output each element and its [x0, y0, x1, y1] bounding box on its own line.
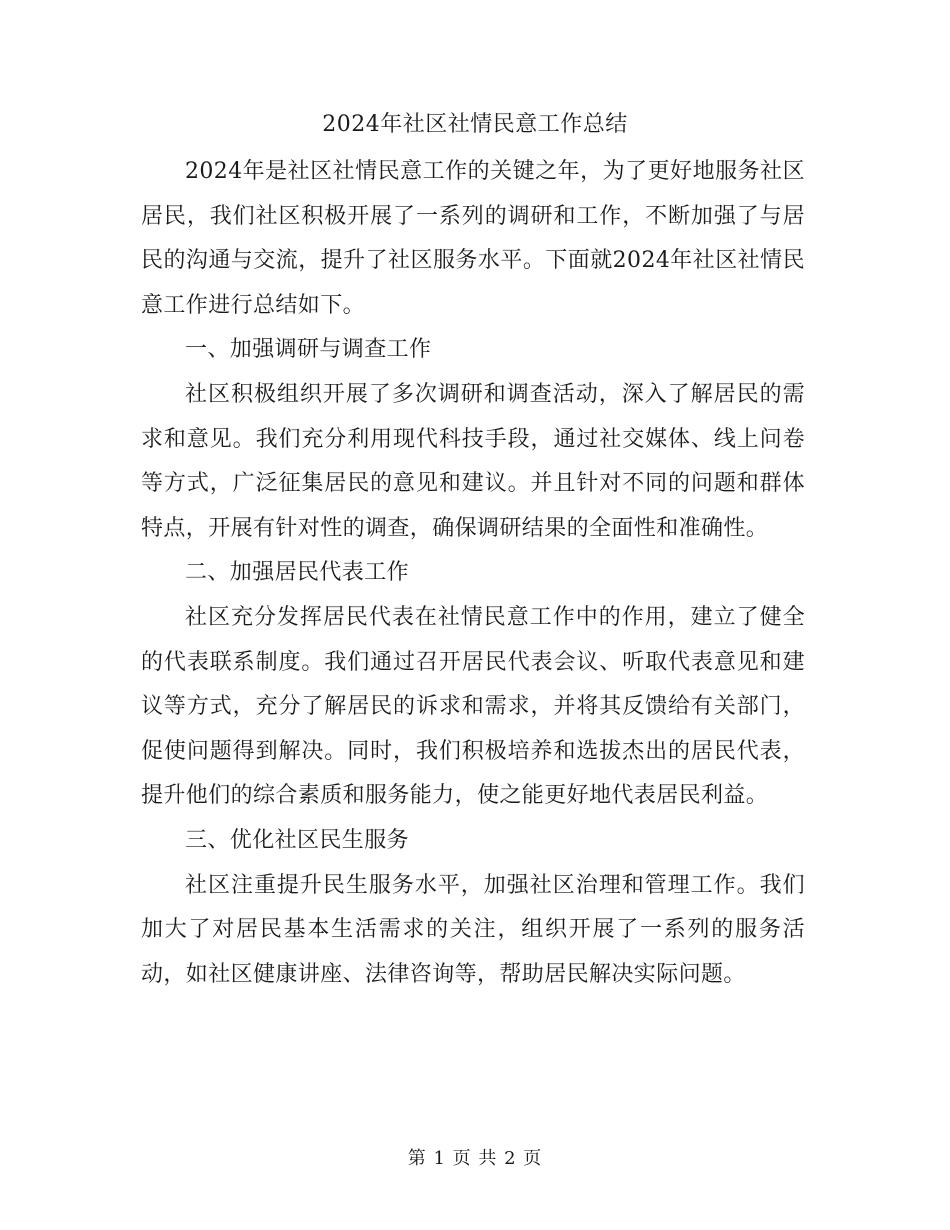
- paragraph-intro: 2024年是社区社情民意工作的关键之年，为了更好地服务社区居民，我们社区积极开展了一系列的调研和工作，不断加强了与居民的沟通与交流，提升了社区服务水平。下面就2024年社区社情民意工作进行总结如下。: [141, 159, 805, 318]
- document-title: 2024年社区社情民意工作总结: [322, 112, 628, 137]
- section-heading-3: 三、优化社区民生服务: [185, 827, 410, 853]
- page-number-footer: 第 1 页 共 2 页: [407, 1148, 543, 1169]
- section-heading-1: 一、加强调研与调查工作: [185, 337, 432, 363]
- paragraph-section-2: 社区充分发挥居民代表在社情民意工作中的作用，建立了健全的代表联系制度。我们通过召开居民代表会议、听取代表意见和建议等方式，充分了解居民的诉求和需求，并将其反馈给有关部门，促使问题得到解决。同时，我们积极培养和选拔杰出的居民代表，提升他们的综合素质和服务能力，使之能更好地代表居民利益。: [141, 604, 805, 809]
- section-heading-2: 二、加强居民代表工作: [185, 560, 410, 586]
- document-body: [141, 150, 805, 997]
- paragraph-section-1: 社区积极组织开展了多次调研和调查活动，深入了解居民的需求和意见。我们充分利用现代科技手段，通过社交媒体、线上问卷等方式，广泛征集居民的意见和建议。并且针对不同的问题和群体特点，开展有针对性的调查，确保调研结果的全面性和准确性。: [141, 381, 805, 541]
- paragraph-section-3: 社区注重提升民生服务水平，加强社区治理和管理工作。我们加大了对居民基本生活需求的关注，组织开展了一系列的服务活动，如社区健康讲座、法律咨询等，帮助居民解决实际问题。: [141, 872, 805, 987]
